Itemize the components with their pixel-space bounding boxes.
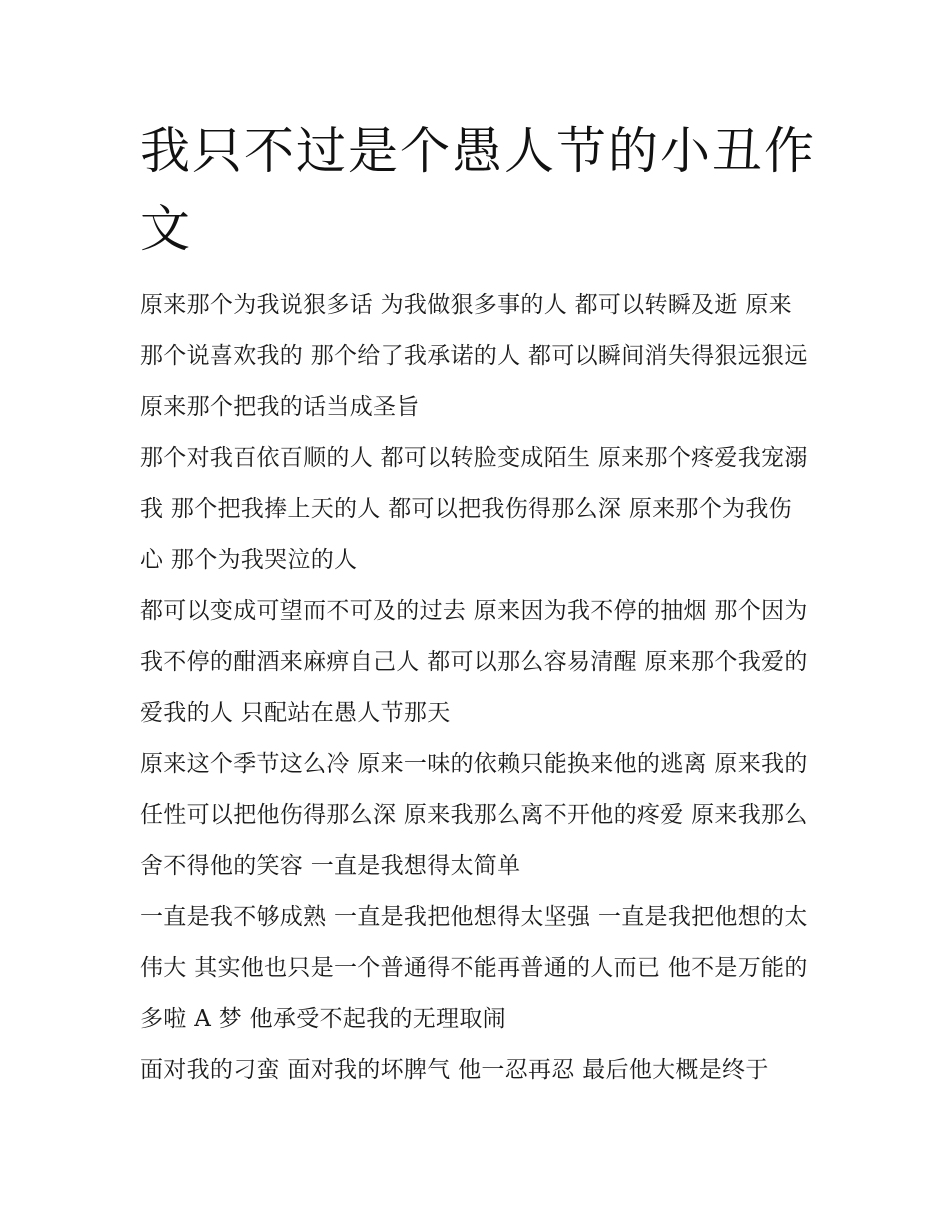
- document-title: 我只不过是个愚人节的小丑作文: [140, 122, 816, 258]
- paragraph: 一直是我不够成熟 一直是我把他想得太坚强 一直是我把他想的太伟大 其实他也只是一个普通得不能再普通的人而已 他不是万能的多啦 A 梦 他承受不起我的无理取闹: [140, 904, 808, 1032]
- paragraph: 原来那个为我说狠多话 为我做狠多事的人 都可以转瞬及逝 原来那个说喜欢我的 那个给了我承诺的人 都可以瞬间消失得狠远狠远 原来那个把我的话当成圣旨: [140, 292, 808, 420]
- paragraph: 都可以变成可望而不可及的过去 原来因为我不停的抽烟 那个因为我不停的酣酒来麻痹自己人 都可以那么容易清醒 原来那个我爱的 爱我的人 只配站在愚人节那天: [140, 598, 808, 726]
- paragraph: 那个对我百依百顺的人 都可以转脸变成陌生 原来那个疼爱我宠溺我 那个把我捧上天的人 都可以把我伤得那么深 原来那个为我伤心 那个为我哭泣的人: [140, 445, 808, 573]
- document-body: [140, 280, 808, 1096]
- paragraph: 面对我的刁蛮 面对我的坏脾气 他一忍再忍 最后他大概是终于: [140, 1057, 769, 1083]
- paragraph: 原来这个季节这么冷 原来一味的依赖只能换来他的逃离 原来我的任性可以把他伤得那么深 原来我那么离不开他的疼爱 原来我那么舍不得他的笑容 一直是我想得太简单: [140, 751, 808, 879]
